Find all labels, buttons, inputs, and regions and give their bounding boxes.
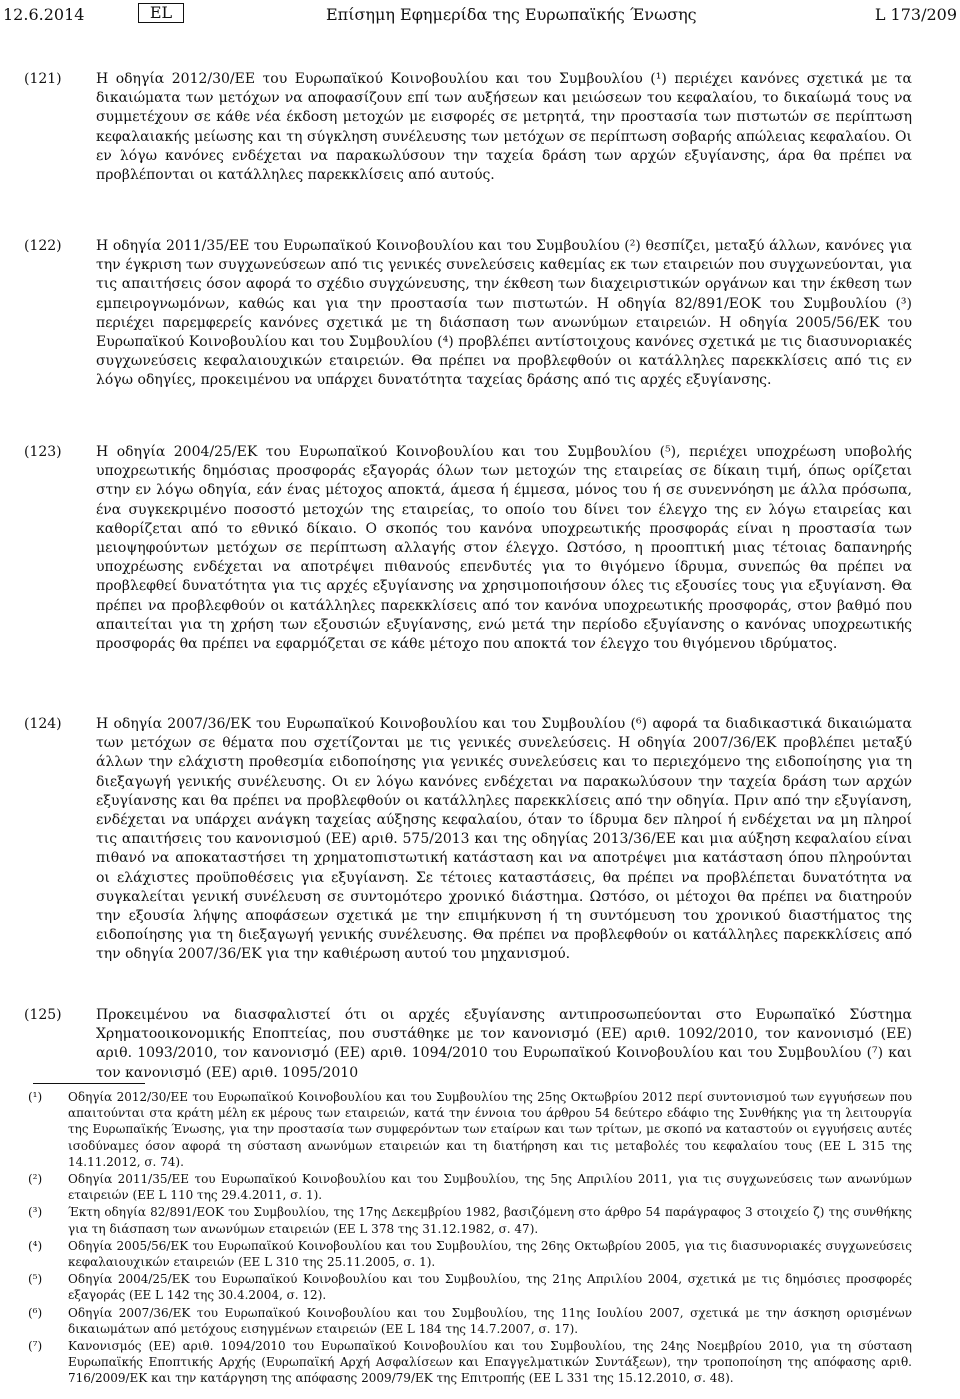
recital-122 (24, 237, 912, 391)
footnote-mark: (²) (28, 1172, 43, 1187)
footnote-5 (28, 1271, 912, 1303)
footnote-mark: (⁴) (28, 1238, 43, 1253)
recital-121 (24, 70, 912, 185)
footnote-text: Οδηγία 2005/56/ΕΚ του Ευρωπαϊκού Κοινοβουλίου και του Συμβουλίου, της 26ης Οκτωβρίου 2005, για τις διασυνοριακές συγχωνεύσεις κεφαλαιουχικών εταιρειών (ΕΕ L 310 της 25.11.2005, σ. 1). (68, 1238, 912, 1270)
recital-number: (123) (24, 444, 62, 460)
footnote-2 (28, 1171, 912, 1203)
recital-text: Προκειμένου να διασφαλιστεί ότι οι αρχές εξυγίανσης αντιπροσωπεύονται στο Ευρωπαϊκό Σύστημα Χρηματοοικονομικής Εποπτείας, που συστάθηκε με τον κανονισμό (ΕΕ) αριθ. 1092/2010, τον κανονισμό (ΕΕ) αριθ. 1093/2010, τον κανονισμό (ΕΕ) αριθ. 1094/2010 του Ευρωπαϊκού Κοινοβουλίου και του Συμβουλίου (⁷) και τον κανονισμό (ΕΕ) αριθ. 1095/2010 (96, 1007, 912, 1081)
header-date: 12.6.2014 (3, 5, 85, 24)
recital-number: (121) (24, 71, 62, 87)
footnote-mark: (¹) (28, 1090, 43, 1104)
recital-124 (24, 715, 912, 965)
recital-text: Η οδηγία 2007/36/ΕΚ του Ευρωπαϊκού Κοινοβουλίου και του Συμβουλίου (⁶) αφορά τα διαδικαστικά δικαιώματα των μετόχων σε θέματα που σχετίζονται με τις γενικές συνελεύσεις. Η οδηγία 2007/36/ΕΚ προβλέπει μεταξύ άλλων την ελάχιστη προθεσμία ειδοποίησης για γενικές συνελεύσεις και το περιεχόμενο της ειδοποίησης για τη διεξαγωγή γενικής συνέλευσης. Οι εν λόγω κανόνες ενδέχεται να παρακωλύσουν την ταχεία δράση των αρχών εξυγίανσης και θα πρέπει να προβλεφθούν οι κατάλληλες παρεκκλίσεις από την οδηγία. Πριν από την εξυγίανση, ενδέχεται να υπάρχει ανάγκη ταχείας αύξησης κεφαλαίου, όταν το ίδρυμα δεν πληροί ή ενδέχεται να μη πληροί τις απαιτήσεις του κανονισμού (ΕΕ) αριθ. 575/2013 και της οδηγίας 2013/36/ΕΕ και μια αύξηση κεφαλαίου είναι πιθανό να αποκαταστήσει τη χρηματοπιστωτική κατάσταση και να αποτρέψει μια κατάσταση όπου πληρούνται οι ελάχιστες προϋποθέσεις για εξυγίανση. Σε τέτοιες καταστάσεις, θα πρέπει να προβλέπεται δυνατότητα να συγκαλείται γενική συνέλευση σε συντομότερο χρονικό διάστημα. Ωστόσο, οι μέτοχοι θα πρέπει να διατηρούν την εξουσία λήψης αποφάσεων σχετικά με την επιμήκυνση ή τη συντόμευση του χρονικού διαστήματος της ειδοποίησης για τη διεξαγωγή γενικής συνέλευσης. Θα πρέπει να προβλεφθούν οι κατάλληλες παρεκκλίσεις από την οδηγία 2007/36/ΕΚ για την καθιέρωση αυτού του μηχανισμού. (96, 716, 912, 963)
language-code-box: EL (138, 3, 184, 23)
footnote-4 (28, 1238, 912, 1270)
recital-number: (124) (24, 716, 62, 732)
footnote-text: Έκτη οδηγία 82/891/ΕΟΚ του Συμβουλίου, της 17ης Δεκεμβρίου 1982, βασιζόμενη στο άρθρο 54 παράγραφος 3 στοιχείο ζ) της συνθήκης για τη διάσπαση των ανωνύμων εταιρειών (ΕΕ L 378 της 31.12.1982, σ. 47). (68, 1205, 912, 1236)
footnote-6 (28, 1305, 912, 1337)
footnote-mark: (³) (28, 1205, 43, 1220)
footnote-text: Οδηγία 2011/35/ΕΕ του Ευρωπαϊκού Κοινοβουλίου και του Συμβουλίου, της 5ης Απριλίου 2011, για τις συγχωνεύσεις των ανωνύμων εταιρειών (ΕΕ L 110 της 29.4.2011, σ. 1). (68, 1172, 912, 1203)
journal-title: Επίσημη Εφημερίδα της Ευρωπαϊκής Ένωσης (326, 5, 697, 24)
footnote-separator (33, 1083, 145, 1084)
footnote-text: Οδηγία 2012/30/ΕΕ του Ευρωπαϊκού Κοινοβουλίου και του Συμβουλίου της 25ης Οκτωβρίου 2012 περί συντονισμού των εγγυήσεων που απαιτούνται στα κράτη μέλη εκ μέρους των εταιρειών, κατά την έννοια του άρθρου 54 δεύτερο εδάφιο της Συνθήκης για τη λειτουργία της Ευρωπαϊκής Ένωσης, για την προστασία των συμφερόντων των εταίρων και των τρίτων, με σκοπό να καταστούν οι εγγυήσεις αυτές ισοδύναμες όσον αφορά τη σύσταση ανωνύμων εταιρειών και τη διατήρηση και τις μεταβολές του κεφαλαίου τους (ΕΕ L 315 της 14.11.2012, σ. 74). (68, 1090, 912, 1169)
footnote-text: Οδηγία 2007/36/ΕΚ του Ευρωπαϊκού Κοινοβουλίου και του Συμβουλίου, της 11ης Ιουλίου 2007, σχετικά με την άσκηση ορισμένων δικαιωμάτων από μετόχους εισηγμένων εταιρειών (ΕΕ L 184 της 14.7.2007, σ. 17). (68, 1305, 912, 1336)
recital-text: Η οδηγία 2004/25/ΕΚ του Ευρωπαϊκού Κοινοβουλίου και του Συμβουλίου (⁵), περιέχει υποχρέωση υποβολής υποχρεωτικής δημόσιας προσφοράς εξαγοράς όλων των μετοχών της εταιρείας σε δίκαιη τιμή, όπως ορίζεται στην εν λόγω οδηγία, εάν ένας μέτοχος αποκτά, άμεσα ή έμμεσα, μόνος του ή σε συνεννόηση με άλλα πρόσωπα, ένα συγκεκριμένο ποσοστό μετοχών της εταιρείας, το οποίο του δίνει τον έλεγχο της εν λόγω εταιρείας και καθορίζεται από το εθνικό δίκαιο. Ο σκοπός του κανόνα υποχρεωτικής προσφοράς είναι η προστασία των μειοψηφούντων μετόχων σε περίπτωση αλλαγής στον έλεγχο. Ωστόσο, η προοπτική μιας τέτοιας δαπανηρής υποχρέωσης ενδέχεται να αποτρέψει πιθανούς επενδυτές για το θιγόμενο ίδρυμα, συνεπώς θα πρέπει να προβλεφθεί δυνατότητα για τις αρχές εξυγίανσης να χρησιμοποιήσουν όλες τις εξουσίες τους για εξυγίανση. Θα πρέπει να προβλεφθούν οι κατάλληλες παρεκκλίσεις από τον κανόνα υποχρεωτικής προσφοράς, στον βαθμό που απαιτείται για τη χρήση των εξουσιών εξυγίανσης, ενώ μετά την περίοδο εξυγίανσης ο κανόνας υποχρεωτικής προσφοράς θα πρέπει να εφαρμόζεται σε κάθε μέτοχο που αποκτά τον έλεγχο του θιγόμενου ιδρύματος. (96, 444, 912, 653)
footnote-1 (28, 1089, 912, 1170)
footnote-7 (28, 1338, 912, 1387)
recital-text: Η οδηγία 2011/35/ΕΕ του Ευρωπαϊκού Κοινοβουλίου και του Συμβουλίου (²) θεσπίζει, μεταξύ άλλων, κανόνες για την έγκριση των συγχωνεύσεων από τις γενικές συνελεύσεις καθεμίας εκ των εταιρειών που συγχωνεύονται, για τις απαιτήσεις όσον αφορά το σχέδιο συγχώνευσης, την έκθεση των διαχειριστικών οργάνων και την έκθεση των εμπειρογνωμόνων, καθώς και για την προστασία των πιστωτών. Η οδηγία 82/891/ΕΟΚ του Συμβουλίου (³) περιέχει παρεμφερείς κανόνες σχετικά με τη διάσπαση των ανωνύμων εταιρειών. Η οδηγία 2005/56/ΕΚ του Ευρωπαϊκού Κοινοβουλίου και του Συμβουλίου (⁴) προβλέπει αντίστοιχους κανόνες σχετικά με τις διασυνοριακές συγχωνεύσεις κεφαλαιουχικών εταιρειών. Θα πρέπει να προβλεφθούν οι κατάλληλες παρεκκλίσεις από τις εν λόγω οδηγίες, προκειμένου να υπάρχει δυνατότητα ταχείας δράσης από τις αρχές εξυγίανσης. (96, 238, 912, 389)
footnote-mark: (⁷) (28, 1339, 43, 1354)
footnote-3 (28, 1204, 912, 1236)
footnote-mark: (⁶) (28, 1305, 43, 1320)
recital-123 (24, 443, 912, 654)
recital-125 (24, 1006, 912, 1083)
footnote-text: Οδηγία 2004/25/ΕΚ του Ευρωπαϊκού Κοινοβουλίου και του Συμβουλίου, της 21ης Απριλίου 2004, σχετικά με τις δημόσιες προσφορές εξαγοράς (ΕΕ L 142 της 30.4.2004, σ. 12). (68, 1272, 912, 1303)
footnote-text: Κανονισμός (ΕΕ) αριθ. 1094/2010 του Ευρωπαϊκού Κοινοβουλίου και του Συμβουλίου, της 24ης Νοεμβρίου 2010, για τη σύσταση Ευρωπαϊκής Εποπτικής Αρχής (Ευρωπαϊκή Αρχή Ασφαλίσεων και Επαγγελματικών Συντάξεων), την τροποποίηση της απόφασης αριθ. 716/2009/ΕΚ και την κατάργηση της απόφασης 2009/79/ΕΚ της Επιτροπής (ΕΕ L 331 της 15.12.2010, σ. 48). (68, 1339, 912, 1386)
recital-number: (125) (24, 1007, 62, 1023)
recital-number: (122) (24, 238, 62, 254)
recital-text: Η οδηγία 2012/30/ΕΕ του Ευρωπαϊκού Κοινοβουλίου και του Συμβουλίου (¹) περιέχει κανόνες σχετικά με τα δικαιώματα των μετόχων να αποφασίζουν επί των αυξήσεων και μειώσεων του κεφαλαίου, το δικαίωμά τους να συμμετέχουν σε κάθε νέα έκδοση μετοχών με εισφορές σε μετρητά, την προστασία των πιστωτών σε περίπτωση κεφαλαιακής μείωσης και τη σύγκληση συνέλευσης των μετόχων σε περίπτωση σοβαρής απώλειας κεφαλαίου. Οι εν λόγω κανόνες ενδέχεται να παρακωλύσουν την ταχεία δράση των αρχών εξυγίανσης, άρα θα πρέπει να προβλέπονται οι κατάλληλες παρεκκλίσεις από αυτούς. (96, 71, 912, 184)
page-number: L 173/209 (874, 5, 957, 24)
footnote-mark: (⁵) (28, 1272, 43, 1287)
footnotes (28, 1089, 912, 1388)
